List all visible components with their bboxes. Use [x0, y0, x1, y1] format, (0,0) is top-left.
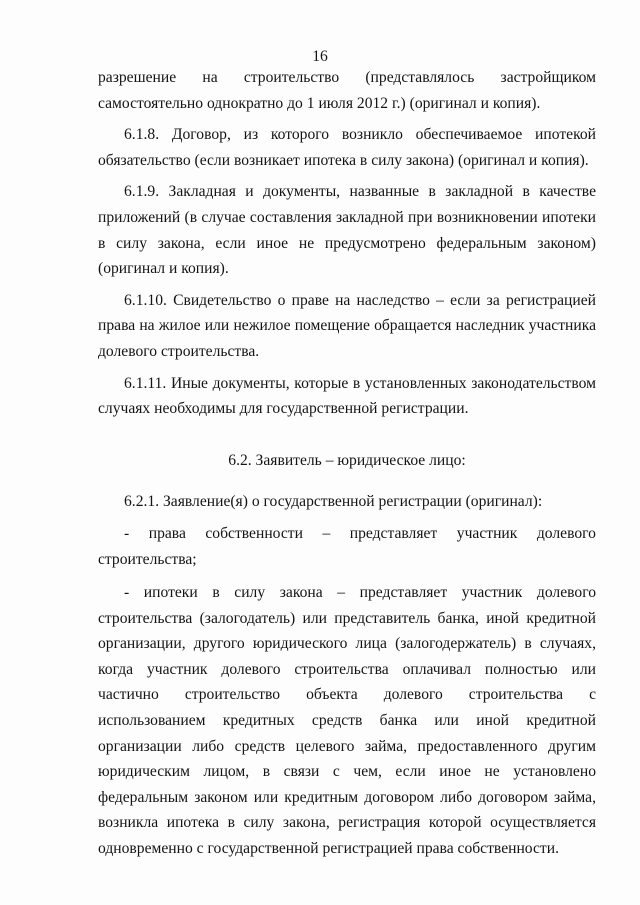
paragraph-6-1-11: 6.1.11. Иные документы, которые в установленных законодательством случаях необходимы для государственной регистрации.: [98, 374, 596, 418]
dash-item-ownership-tail: строительства;: [98, 550, 197, 568]
dash-item-ownership-first-line: [98, 521, 596, 547]
dash-word: участник: [456, 524, 518, 542]
paragraph-6-1-8: 6.1.8. Договор, из которого возникло обеспечиваемое ипотекой обязательство (если возникает ипотека в силу закона) (оригинал и копия).: [98, 126, 596, 169]
dash-word: долевого: [536, 524, 596, 542]
dash-item-ownership: [98, 521, 596, 572]
document-body: [98, 65, 596, 862]
dash-word: собственности: [205, 524, 303, 542]
dash-word: права: [148, 524, 186, 542]
dash-word: представляет: [349, 524, 438, 542]
dash-word: -: [124, 524, 130, 542]
paragraph-6-1-10: 6.1.10. Свидетельство о праве на наследство – если за регистрацией права на жилое или нежилое помещение обращается наследник участника долевого строительства.: [98, 291, 596, 360]
page-number: 16: [312, 48, 328, 65]
dash-item-mortgage: - ипотеки в силу закона – представляет участник долевого строительства (залогодатель) или представитель банка, иной кредитной организации, другого юридического лица (залогодержатель) в случаях, когда участник долевого строительства оплачивал полностью или частично строительство объекта долевого строительства с использованием кредитных средств банка или иной кредитной организации либо средств целевого займа, предоставленного другим юридическим лицом, в связи с чем, если иное не установлено федеральным законом или кредитным договором либо договором займа, возникла ипотека в силу закона, регистрация которой осуществляется одновременно с государственной регистрацией права собственности.: [98, 584, 596, 858]
paragraph-continuation: разрешение на строительство (представлялось застройщиком самостоятельно однократно до 1 июля 2012 г.) (оригинал и копия).: [98, 69, 596, 112]
dash-word: –: [322, 524, 331, 542]
section-heading-6-2: 6.2. Заявитель – юридическое лицо:: [228, 451, 466, 469]
paragraph-6-1-9: 6.1.9. Закладная и документы, названные в закладной в качестве приложений (в случае составления закладной при возникновении ипотеки в силу закона, если иное не предусмотрено федеральным законом) (оригинал и копия).: [98, 183, 596, 278]
paragraph-6-2-1: 6.2.1. Заявление(я) о государственной регистрации (оригинал):: [124, 493, 543, 511]
